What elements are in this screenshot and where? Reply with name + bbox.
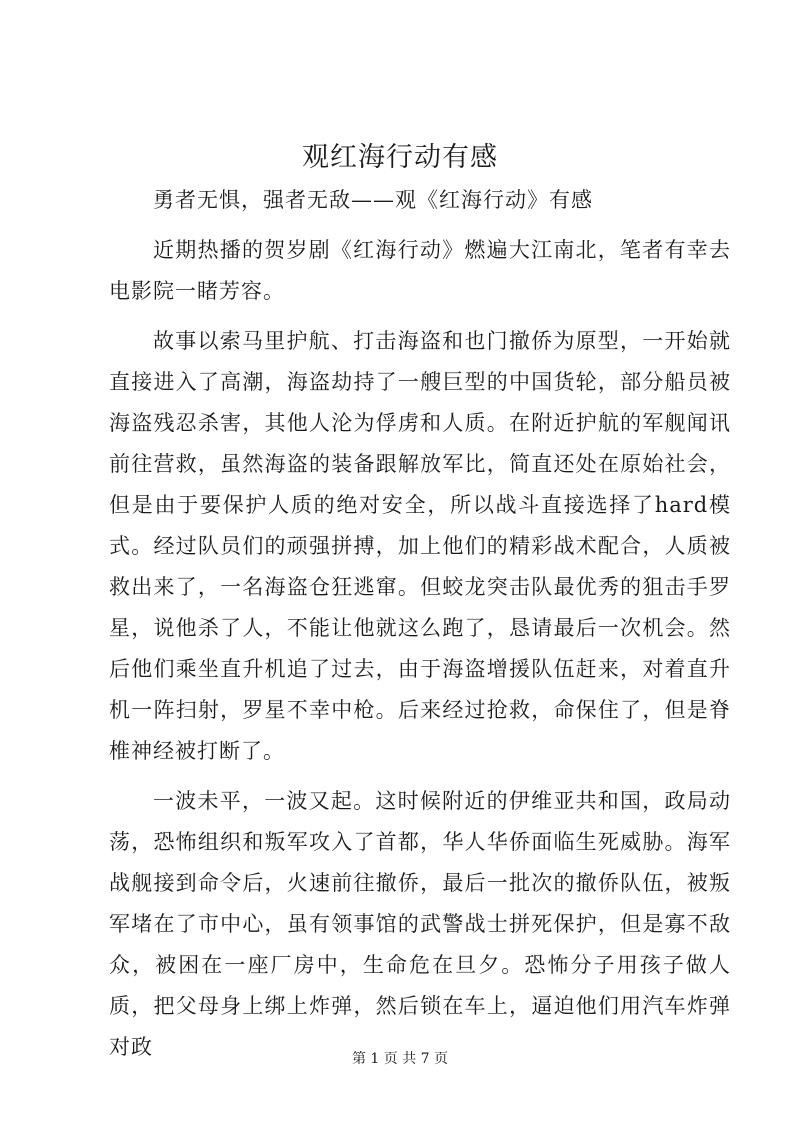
paragraph-intro: 近期热播的贺岁剧《红海行动》燃遍大江南北，笔者有幸去电影院一睹芳容。 (109, 238, 731, 303)
document-body (109, 180, 731, 1077)
document-title: 观红海行动有感 (302, 142, 498, 173)
paragraph-subtitle: 勇者无惧，强者无敌——观《红海行动》有感 (153, 188, 593, 212)
page-number-footer: 第 1 页 共 7 页 (351, 1051, 449, 1067)
paragraph-second-wave: 一波未平，一波又起。这时候附近的伊维亚共和国，政局动荡，恐怖组织和叛军攻入了首都，华人华侨面临生死威胁。海军战舰接到命令后，火速前往撤侨，最后一批次的撤侨队伍，被叛军堵在了市中心，虽有领事馆的武警战士拼死保护，但是寡不敌众，被困在一座厂房中，生命危在旦夕。恐怖分子用孩子做人质，把父母身上绑上炸弹，然后锁在车上，逼迫他们用汽车炸弹对政 (109, 789, 731, 1059)
paragraph-story: 故事以索马里护航、打击海盗和也门撤侨为原型，一开始就直接进入了高潮，海盗劫持了一艘巨型的中国货轮，部分船员被海盗残忍杀害，其他人沦为俘虏和人质。在附近护航的军舰闻讯前往营救，虽然海盗的装备跟解放军比，简直还处在原始社会，但是由于要保护人质的绝对安全，所以战斗直接选择了hard模式。经过队员们的顽强拼搏，加上他们的精彩战术配合，人质被救出来了，一名海盗仓狂逃窜。但蛟龙突击队最优秀的狙击手罗星，说他杀了人，不能让他就这么跑了，恳请最后一次机会。然后他们乘坐直升机追了过去，由于海盗增援队伍赶来，对着直升机一阵扫射，罗星不幸中枪。后来经过抢救，命保住了，但是脊椎神经被打断了。 (109, 329, 731, 763)
